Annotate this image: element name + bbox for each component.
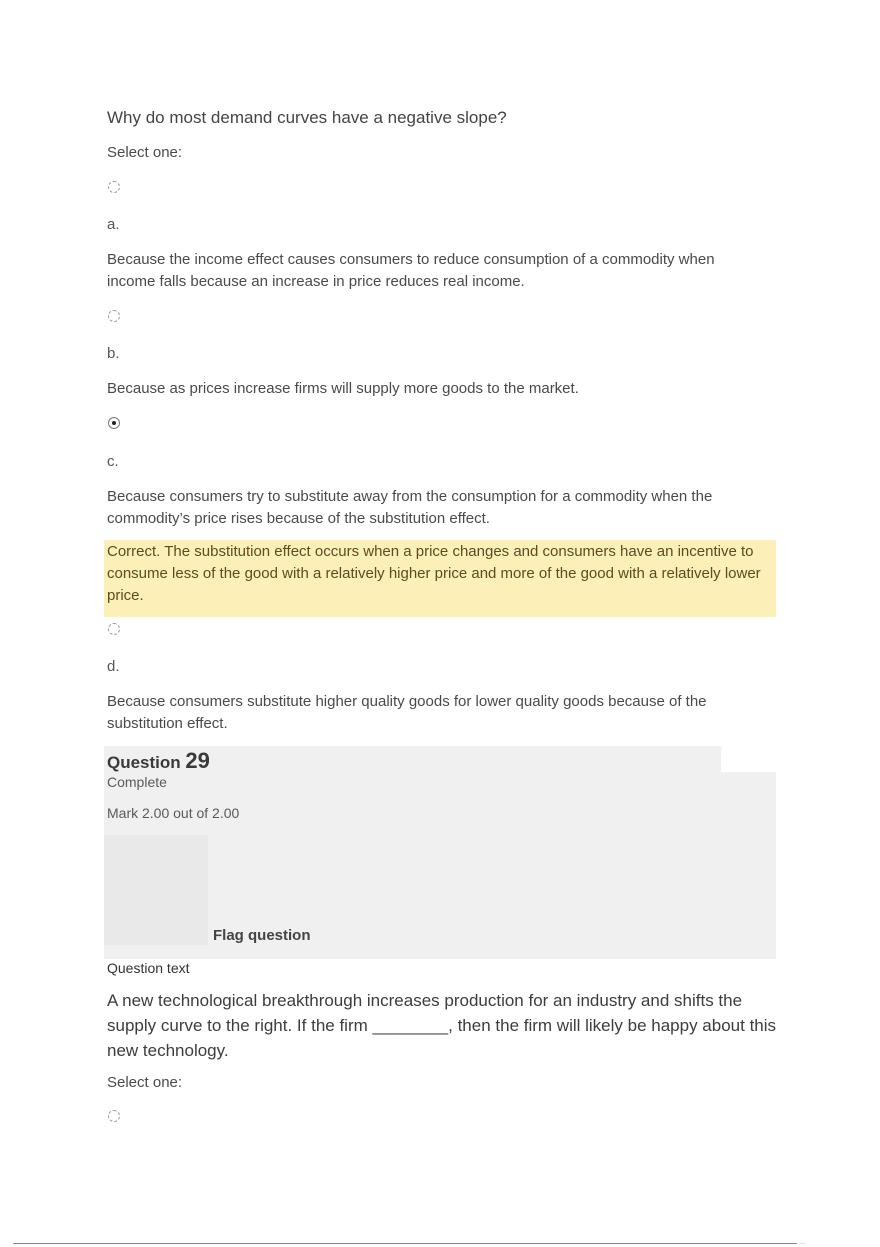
select-one-label: Select one: — [107, 144, 183, 161]
footer-text: ... — [800, 1240, 806, 1246]
radio-option-29-a[interactable] — [108, 1110, 120, 1122]
feedback-text: Correct. The substitution effect occurs when a price changes and consumers have an incentive to consume less of the good with a relatively higher price and more of the good with a relatively lower price. — [107, 543, 761, 604]
radio-option-d[interactable] — [108, 623, 120, 635]
question-number — [107, 748, 210, 774]
question-number-value: 29 — [185, 748, 210, 773]
option-b-text: Because as prices increase firms will supply more goods to the market. — [107, 380, 579, 397]
option-c-letter: c. — [107, 453, 119, 470]
option-a-letter: a. — [107, 216, 120, 233]
question-prompt-29: A new technological breakthrough increases production for an industry and shifts the supply curve to the right. If the firm ________, then the firm will likely be happy about this new technology. — [107, 991, 777, 1060]
radio-option-c[interactable] — [108, 417, 120, 429]
option-c-text: Because consumers try to substitute away from the consumption for a commodity when the commodity’s price rises because of the substitution effect. — [107, 488, 713, 527]
radio-option-b[interactable] — [108, 310, 120, 322]
flag-question-link[interactable]: Flag question — [213, 927, 311, 944]
option-a-text: Because the income effect causes consumers to reduce consumption of a commodity when income falls because an increase in price reduces real income. — [107, 251, 715, 290]
question-status: Complete — [107, 774, 167, 790]
select-one-label-29: Select one: — [107, 1074, 183, 1091]
question-label: Question — [107, 753, 181, 772]
radio-option-a[interactable] — [108, 181, 120, 193]
page-divider — [13, 1243, 797, 1244]
flag-icon[interactable] — [104, 835, 208, 945]
question-mark: Mark 2.00 out of 2.00 — [107, 805, 240, 821]
question-text-label: Question text — [107, 960, 190, 976]
question-prompt: Why do most demand curves have a negative slope? — [107, 108, 507, 127]
option-d-text: Because consumers substitute higher quality goods for lower quality goods because of the substitution effect. — [107, 693, 707, 732]
option-d-letter: d. — [107, 658, 120, 675]
option-b-letter: b. — [107, 345, 120, 362]
